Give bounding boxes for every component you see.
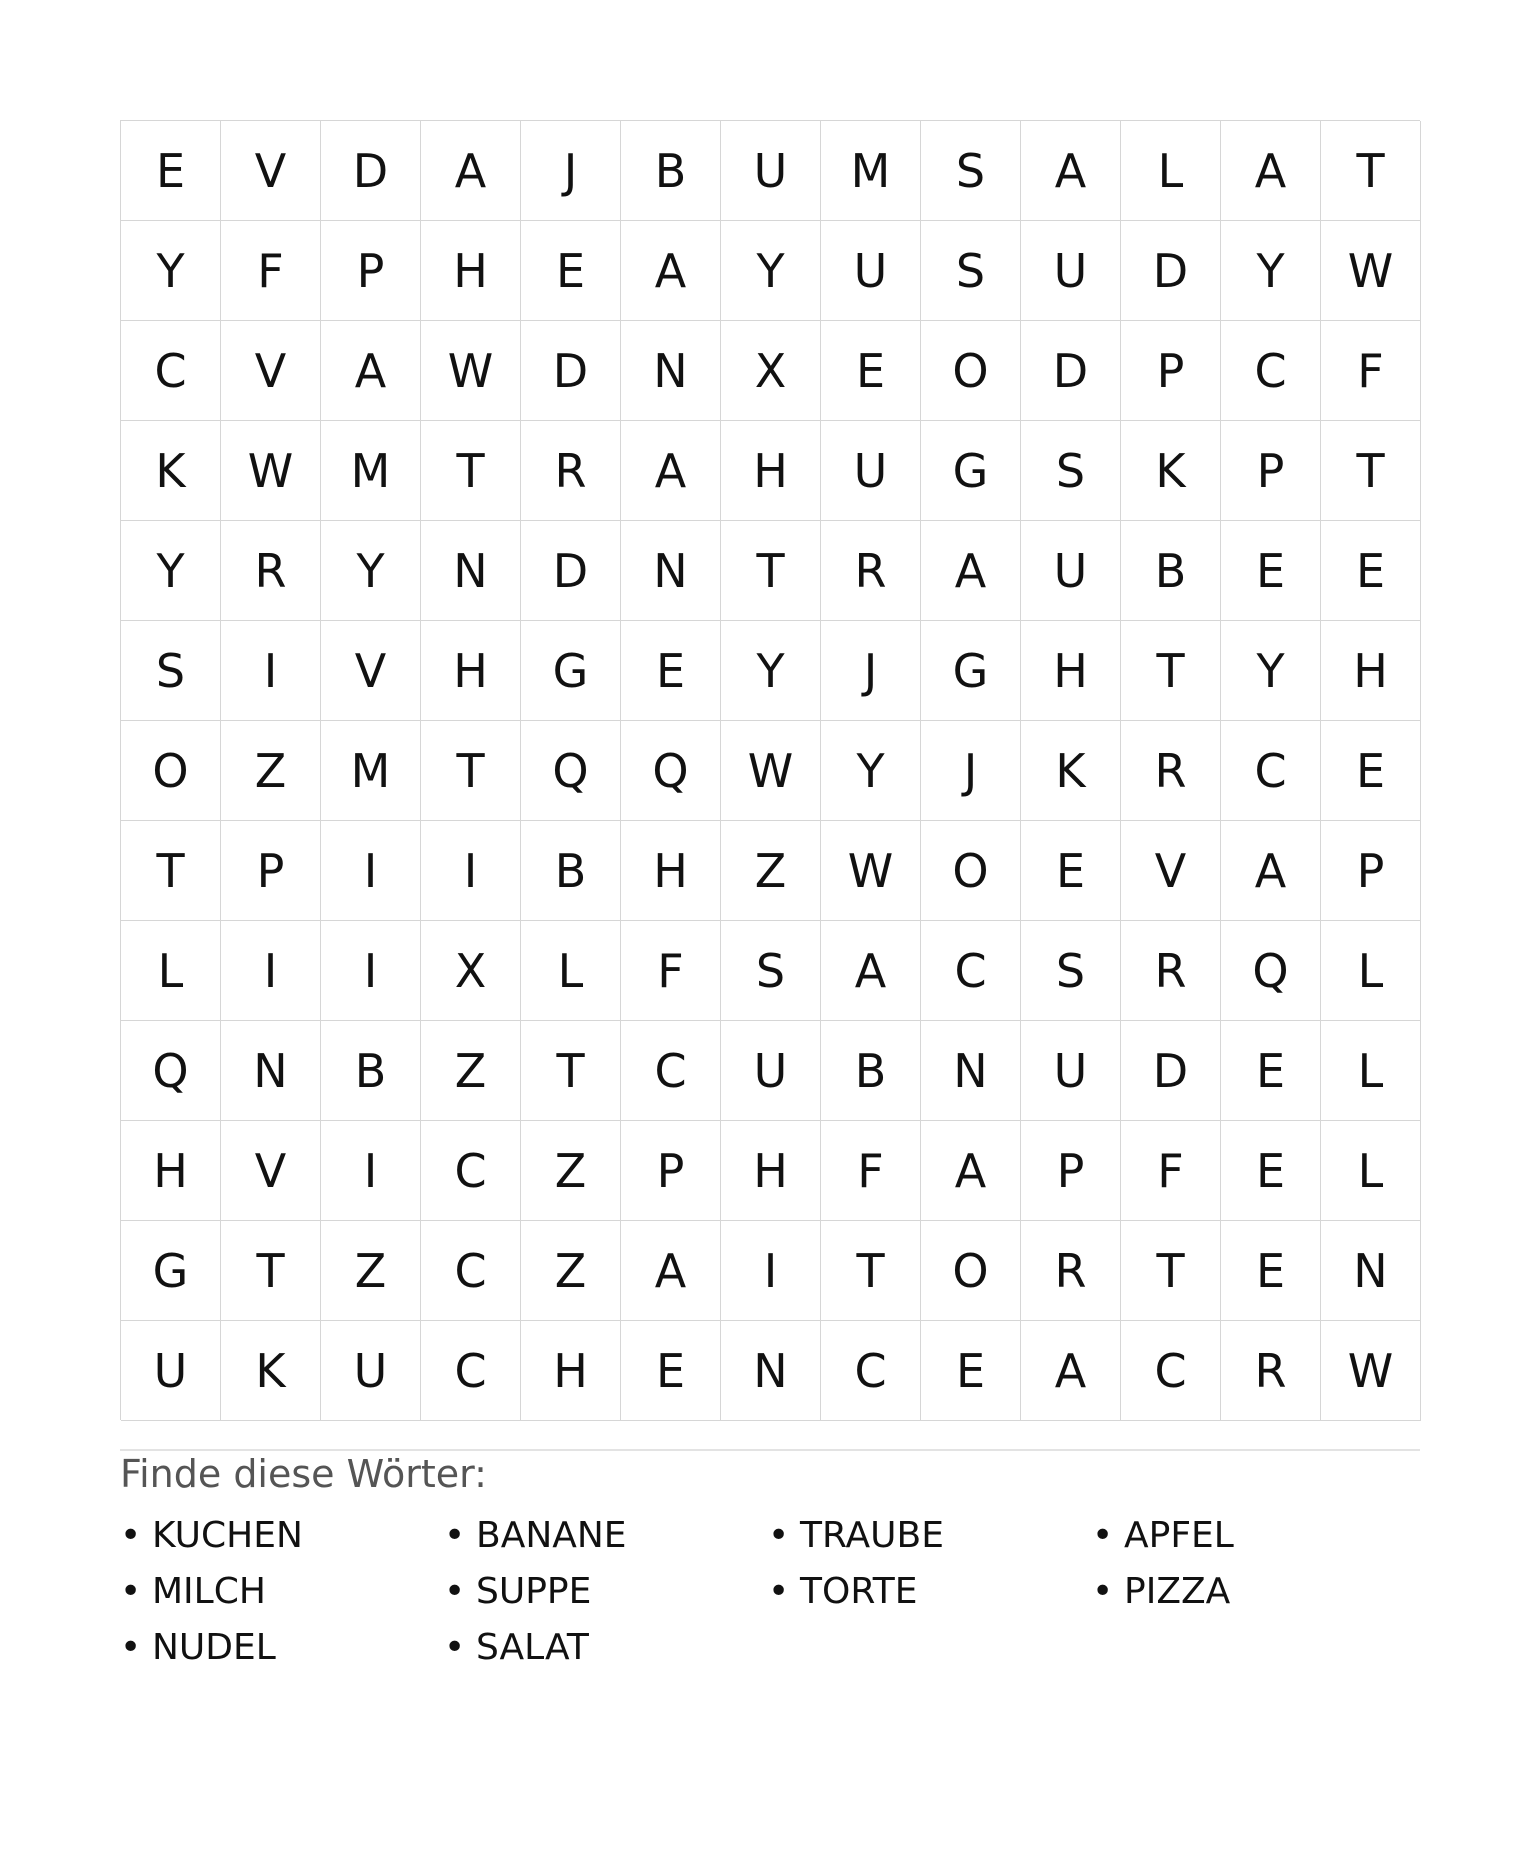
grid-cell[interactable]: C: [121, 321, 221, 421]
grid-cell[interactable]: T: [1121, 621, 1221, 721]
grid-cell[interactable]: T: [421, 721, 521, 821]
grid-cell[interactable]: W: [1321, 1321, 1421, 1421]
grid-cell[interactable]: G: [921, 421, 1021, 521]
grid-cell[interactable]: E: [521, 221, 621, 321]
grid-cell[interactable]: S: [921, 121, 1021, 221]
grid-cell[interactable]: H: [1021, 621, 1121, 721]
grid-cell[interactable]: Z: [221, 721, 321, 821]
grid-cell[interactable]: V: [221, 1121, 321, 1221]
word-label: APFEL: [1124, 1515, 1234, 1556]
grid-cell[interactable]: I: [221, 921, 321, 1021]
grid-cell[interactable]: I: [421, 821, 521, 921]
grid-cell[interactable]: U: [1021, 1021, 1121, 1121]
grid-cell[interactable]: F: [1321, 321, 1421, 421]
grid-cell[interactable]: Z: [521, 1121, 621, 1221]
word-list-item: [444, 1564, 768, 1620]
grid-cell[interactable]: C: [821, 1321, 921, 1421]
word-label: TRAUBE: [800, 1515, 944, 1556]
grid-cell[interactable]: E: [821, 321, 921, 421]
grid-cell[interactable]: F: [221, 221, 321, 321]
grid-cell[interactable]: A: [421, 121, 521, 221]
grid-cell[interactable]: A: [321, 321, 421, 421]
grid-cell[interactable]: A: [1021, 121, 1121, 221]
grid-cell[interactable]: B: [321, 1021, 421, 1121]
grid-cell[interactable]: U: [1021, 221, 1121, 321]
word-list-item: [444, 1620, 768, 1676]
grid-cell[interactable]: G: [521, 621, 621, 721]
word-label: TORTE: [800, 1571, 918, 1612]
grid-cell[interactable]: N: [421, 521, 521, 621]
grid-cell[interactable]: O: [921, 321, 1021, 421]
grid-cell[interactable]: E: [121, 121, 221, 221]
grid-cell[interactable]: S: [1021, 921, 1121, 1021]
grid-cell[interactable]: E: [921, 1321, 1021, 1421]
word-list-item: [120, 1620, 444, 1676]
grid-cell[interactable]: T: [1121, 1221, 1221, 1321]
grid-cell[interactable]: N: [921, 1021, 1021, 1121]
grid-cell[interactable]: R: [1221, 1321, 1321, 1421]
grid-cell[interactable]: O: [121, 721, 221, 821]
grid-cell[interactable]: T: [421, 421, 521, 521]
grid-cell[interactable]: I: [321, 921, 421, 1021]
grid-cell[interactable]: P: [621, 1121, 721, 1221]
grid-cell[interactable]: D: [521, 521, 621, 621]
grid-cell[interactable]: F: [621, 921, 721, 1021]
grid-cell[interactable]: T: [1321, 121, 1421, 221]
grid-cell[interactable]: A: [621, 421, 721, 521]
grid-cell[interactable]: U: [721, 121, 821, 221]
word-list-item: [1092, 1508, 1416, 1564]
grid-cell[interactable]: K: [1021, 721, 1121, 821]
grid-cell[interactable]: T: [521, 1021, 621, 1121]
grid-cell[interactable]: E: [621, 621, 721, 721]
word-label: SALAT: [476, 1627, 589, 1668]
grid-cell[interactable]: E: [1021, 821, 1121, 921]
grid-cell[interactable]: H: [421, 221, 521, 321]
bullet-icon: •: [120, 1571, 142, 1612]
grid-cell[interactable]: G: [121, 1221, 221, 1321]
grid-cell[interactable]: Z: [321, 1221, 421, 1321]
grid-cell[interactable]: R: [221, 521, 321, 621]
grid-cell[interactable]: V: [321, 621, 421, 721]
grid-cell[interactable]: W: [721, 721, 821, 821]
grid-cell[interactable]: G: [921, 621, 1021, 721]
word-list-item: [768, 1508, 1092, 1564]
bullet-icon: •: [768, 1515, 790, 1556]
grid-cell[interactable]: Y: [121, 221, 221, 321]
grid-cell[interactable]: W: [221, 421, 321, 521]
grid-cell[interactable]: Y: [721, 621, 821, 721]
grid-cell[interactable]: M: [321, 721, 421, 821]
grid-cell[interactable]: P: [1321, 821, 1421, 921]
grid-cell[interactable]: Y: [1221, 221, 1321, 321]
word-list-item: [768, 1564, 1092, 1620]
grid-cell[interactable]: Y: [321, 521, 421, 621]
word-label: NUDEL: [152, 1627, 276, 1668]
word-label: SUPPE: [476, 1571, 592, 1612]
grid-cell[interactable]: Y: [821, 721, 921, 821]
divider: [120, 1449, 1420, 1451]
grid-cell[interactable]: E: [1221, 521, 1321, 621]
grid-cell[interactable]: R: [1021, 1221, 1121, 1321]
grid-cell[interactable]: H: [421, 621, 521, 721]
word-label: BANANE: [476, 1515, 627, 1556]
grid-cell[interactable]: C: [621, 1021, 721, 1121]
grid-cell[interactable]: Y: [1221, 621, 1321, 721]
grid-cell[interactable]: N: [1321, 1221, 1421, 1321]
grid-cell[interactable]: C: [1221, 321, 1321, 421]
grid-cell[interactable]: N: [721, 1321, 821, 1421]
grid-cell[interactable]: R: [1121, 921, 1221, 1021]
grid-cell[interactable]: C: [421, 1321, 521, 1421]
grid-cell[interactable]: D: [521, 321, 621, 421]
grid-cell[interactable]: X: [721, 321, 821, 421]
grid-cell[interactable]: H: [721, 1121, 821, 1221]
bullet-icon: •: [444, 1515, 466, 1556]
bullet-icon: •: [444, 1627, 466, 1668]
grid-cell[interactable]: L: [521, 921, 621, 1021]
grid-cell[interactable]: I: [221, 621, 321, 721]
word-label: MILCH: [152, 1571, 266, 1612]
grid-cell[interactable]: J: [921, 721, 1021, 821]
grid-cell[interactable]: T: [221, 1221, 321, 1321]
grid-cell[interactable]: O: [921, 1221, 1021, 1321]
grid-cell[interactable]: E: [1221, 1021, 1321, 1121]
grid-cell[interactable]: C: [921, 921, 1021, 1021]
grid-cell[interactable]: E: [621, 1321, 721, 1421]
grid-cell[interactable]: F: [1121, 1121, 1221, 1221]
grid-cell[interactable]: E: [1321, 521, 1421, 621]
grid-cell[interactable]: L: [121, 921, 221, 1021]
grid-cell[interactable]: B: [1121, 521, 1221, 621]
grid-cell[interactable]: W: [1321, 221, 1421, 321]
grid-cell[interactable]: U: [821, 221, 921, 321]
grid-cell[interactable]: M: [821, 121, 921, 221]
grid-cell[interactable]: U: [1021, 521, 1121, 621]
grid-cell[interactable]: V: [1121, 821, 1221, 921]
grid-cell[interactable]: S: [921, 221, 1021, 321]
grid-cell[interactable]: A: [1221, 121, 1321, 221]
grid-cell[interactable]: C: [1121, 1321, 1221, 1421]
grid-cell[interactable]: M: [321, 421, 421, 521]
grid-cell[interactable]: P: [221, 821, 321, 921]
grid-cell[interactable]: R: [1121, 721, 1221, 821]
grid-cell[interactable]: C: [421, 1121, 521, 1221]
grid-cell[interactable]: H: [621, 821, 721, 921]
grid-cell[interactable]: L: [1321, 1021, 1421, 1121]
grid-cell[interactable]: U: [821, 421, 921, 521]
grid-cell[interactable]: Y: [721, 221, 821, 321]
grid-cell[interactable]: N: [621, 321, 721, 421]
grid-cell[interactable]: J: [821, 621, 921, 721]
grid-cell[interactable]: A: [621, 1221, 721, 1321]
grid-cell[interactable]: I: [321, 821, 421, 921]
grid-cell[interactable]: P: [1121, 321, 1221, 421]
grid-cell[interactable]: I: [721, 1221, 821, 1321]
grid-cell[interactable]: E: [1221, 1221, 1321, 1321]
bullet-icon: •: [120, 1515, 142, 1556]
grid-cell[interactable]: S: [721, 921, 821, 1021]
grid-cell[interactable]: B: [521, 821, 621, 921]
grid-cell[interactable]: V: [221, 321, 321, 421]
grid-cell[interactable]: A: [1221, 821, 1321, 921]
bullet-icon: •: [1092, 1515, 1114, 1556]
grid-cell[interactable]: K: [1121, 421, 1221, 521]
word-list-item: [120, 1564, 444, 1620]
grid-cell[interactable]: P: [1221, 421, 1321, 521]
grid-cell[interactable]: H: [121, 1121, 221, 1221]
grid-cell[interactable]: W: [821, 821, 921, 921]
bullet-icon: •: [1092, 1571, 1114, 1612]
grid-cell[interactable]: I: [321, 1121, 421, 1221]
bullet-icon: •: [120, 1627, 142, 1668]
grid-cell[interactable]: L: [1321, 1121, 1421, 1221]
grid-cell[interactable]: P: [321, 221, 421, 321]
word-list-item: [444, 1508, 768, 1564]
grid-cell[interactable]: R: [821, 521, 921, 621]
grid-cell[interactable]: T: [721, 521, 821, 621]
word-label: PIZZA: [1124, 1571, 1231, 1612]
grid-cell[interactable]: Q: [621, 721, 721, 821]
grid-cell[interactable]: Y: [121, 521, 221, 621]
grid-cell[interactable]: K: [121, 421, 221, 521]
bullet-icon: •: [768, 1571, 790, 1612]
word-list-item: [120, 1508, 444, 1564]
grid-cell[interactable]: X: [421, 921, 521, 1021]
grid-cell[interactable]: B: [621, 121, 721, 221]
grid-cell[interactable]: A: [621, 221, 721, 321]
grid-cell[interactable]: T: [1321, 421, 1421, 521]
grid-cell[interactable]: N: [621, 521, 721, 621]
grid-cell[interactable]: C: [1221, 721, 1321, 821]
grid-cell[interactable]: T: [121, 821, 221, 921]
grid-cell[interactable]: L: [1321, 921, 1421, 1021]
word-list: [120, 1508, 1420, 1676]
grid-cell[interactable]: H: [521, 1321, 621, 1421]
grid-cell[interactable]: W: [421, 321, 521, 421]
grid-cell[interactable]: Z: [521, 1221, 621, 1321]
grid-cell[interactable]: H: [1321, 621, 1421, 721]
grid-cell[interactable]: A: [821, 921, 921, 1021]
grid-cell[interactable]: E: [1321, 721, 1421, 821]
grid-cell[interactable]: V: [221, 121, 321, 221]
grid-cell[interactable]: D: [1121, 1021, 1221, 1121]
grid-cell[interactable]: C: [421, 1221, 521, 1321]
grid-cell[interactable]: B: [821, 1021, 921, 1121]
grid-cell[interactable]: D: [1021, 321, 1121, 421]
grid-cell[interactable]: D: [1121, 221, 1221, 321]
grid-cell[interactable]: Q: [121, 1021, 221, 1121]
grid-cell[interactable]: A: [1021, 1321, 1121, 1421]
grid-cell[interactable]: U: [121, 1321, 221, 1421]
grid-cell[interactable]: U: [721, 1021, 821, 1121]
grid-cell[interactable]: Q: [521, 721, 621, 821]
grid-cell[interactable]: A: [921, 521, 1021, 621]
word-list-item: [1092, 1564, 1416, 1620]
grid-cell[interactable]: N: [221, 1021, 321, 1121]
grid-cell[interactable]: H: [721, 421, 821, 521]
grid-cell[interactable]: F: [821, 1121, 921, 1221]
grid-cell[interactable]: S: [121, 621, 221, 721]
grid-cell[interactable]: Q: [1221, 921, 1321, 1021]
grid-cell[interactable]: U: [321, 1321, 421, 1421]
grid-cell[interactable]: P: [1021, 1121, 1121, 1221]
grid-cell[interactable]: D: [321, 121, 421, 221]
grid-cell[interactable]: R: [521, 421, 621, 521]
bullet-icon: •: [444, 1571, 466, 1612]
grid-cell[interactable]: J: [521, 121, 621, 221]
grid-cell[interactable]: L: [1121, 121, 1221, 221]
grid-cell[interactable]: O: [921, 821, 1021, 921]
word-label: KUCHEN: [152, 1515, 303, 1556]
grid-cell[interactable]: Z: [721, 821, 821, 921]
grid-cell[interactable]: E: [1221, 1121, 1321, 1221]
grid-cell[interactable]: S: [1021, 421, 1121, 521]
grid-cell[interactable]: A: [921, 1121, 1021, 1221]
word-list-heading: Finde diese Wörter:: [120, 1452, 487, 1496]
letter-grid: [120, 120, 1420, 1420]
grid-cell[interactable]: K: [221, 1321, 321, 1421]
grid-cell[interactable]: T: [821, 1221, 921, 1321]
grid-cell[interactable]: Z: [421, 1021, 521, 1121]
